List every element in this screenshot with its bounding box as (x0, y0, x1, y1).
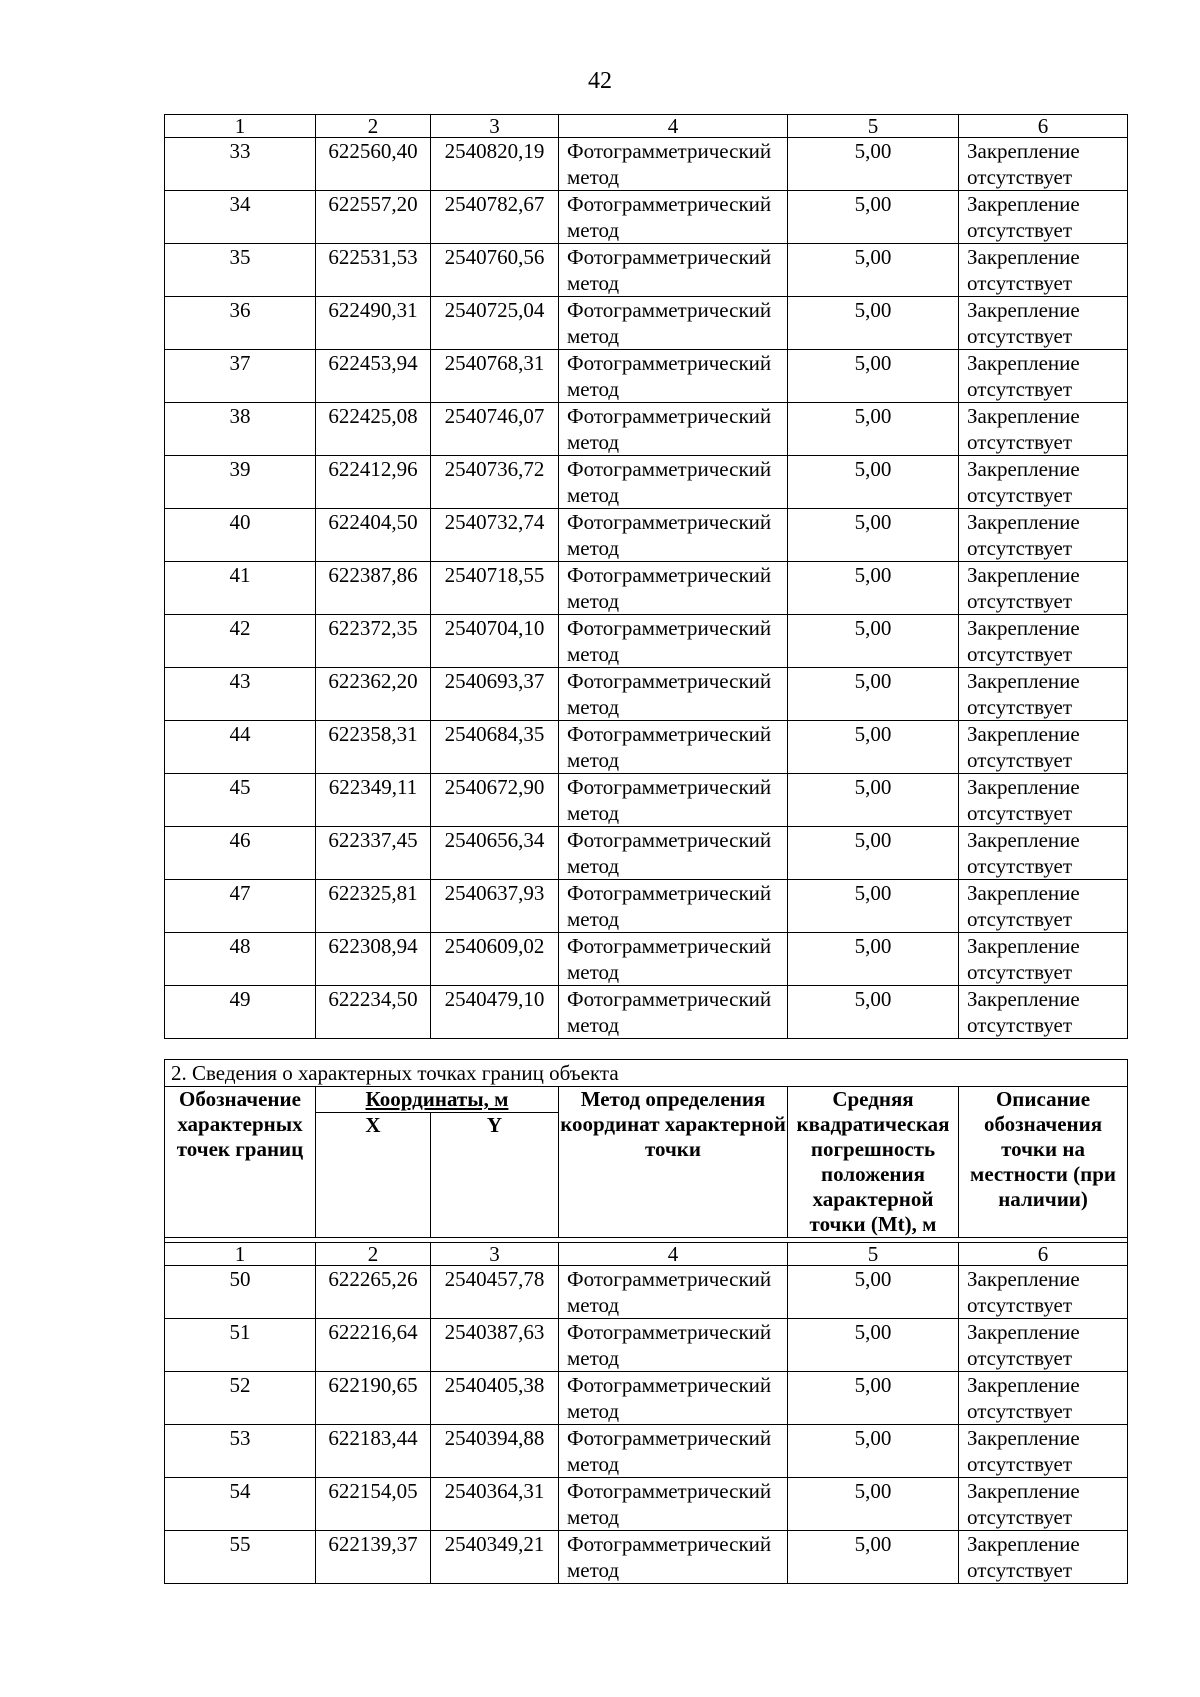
column-number: 1 (165, 115, 316, 138)
coord-x: 622190,65 (316, 1372, 431, 1425)
coord-x: 622387,86 (316, 562, 431, 615)
description-cell: Закрепление отсутствует (959, 615, 1128, 668)
error-cell: 5,00 (788, 1319, 959, 1372)
description-cell: Закрепление отсутствует (959, 721, 1128, 774)
description-cell: Закрепление отсутствует (959, 562, 1128, 615)
table-row (165, 1266, 1128, 1319)
coord-y: 2540637,93 (431, 880, 559, 933)
coordinates-table-continued (164, 114, 1128, 1039)
header-point: Обозначение характерных точек границ (165, 1087, 316, 1238)
error-cell: 5,00 (788, 615, 959, 668)
column-number: 2 (316, 115, 431, 138)
description-cell: Закрепление отсутствует (959, 668, 1128, 721)
error-cell: 5,00 (788, 138, 959, 191)
column-number: 4 (559, 1243, 788, 1266)
coord-x: 622557,20 (316, 191, 431, 244)
method-cell: Фотограмметрический метод (559, 986, 788, 1039)
error-cell: 5,00 (788, 1372, 959, 1425)
error-cell: 5,00 (788, 827, 959, 880)
column-number: 4 (559, 115, 788, 138)
description-cell: Закрепление отсутствует (959, 880, 1128, 933)
coord-x: 622404,50 (316, 509, 431, 562)
error-cell: 5,00 (788, 1478, 959, 1531)
point-number: 51 (165, 1319, 316, 1372)
table-row (165, 191, 1128, 244)
point-number: 44 (165, 721, 316, 774)
description-cell: Закрепление отсутствует (959, 456, 1128, 509)
point-number: 33 (165, 138, 316, 191)
error-cell: 5,00 (788, 350, 959, 403)
method-cell: Фотограмметрический метод (559, 827, 788, 880)
section-title: 2. Сведения о характерных точках границ объекта (165, 1060, 1128, 1087)
method-cell: Фотограмметрический метод (559, 1478, 788, 1531)
description-cell: Закрепление отсутствует (959, 1531, 1128, 1584)
coord-x: 622531,53 (316, 244, 431, 297)
table-row (165, 297, 1128, 350)
error-cell: 5,00 (788, 1531, 959, 1584)
coord-x: 622337,45 (316, 827, 431, 880)
point-number: 42 (165, 615, 316, 668)
coord-y: 2540656,34 (431, 827, 559, 880)
header-coords: Координаты, м (316, 1087, 559, 1113)
point-number: 34 (165, 191, 316, 244)
column-number: 6 (959, 115, 1128, 138)
section-title-row (165, 1060, 1128, 1087)
description-cell: Закрепление отсутствует (959, 1425, 1128, 1478)
point-number: 48 (165, 933, 316, 986)
description-cell: Закрепление отсутствует (959, 244, 1128, 297)
method-cell: Фотограмметрический метод (559, 1531, 788, 1584)
method-cell: Фотограмметрический метод (559, 456, 788, 509)
error-cell: 5,00 (788, 244, 959, 297)
coord-x: 622453,94 (316, 350, 431, 403)
table-row (165, 880, 1128, 933)
method-cell: Фотограмметрический метод (559, 244, 788, 297)
boundary-points-table (164, 1059, 1128, 1584)
column-number: 3 (431, 1243, 559, 1266)
error-cell: 5,00 (788, 403, 959, 456)
header-y: Y (431, 1113, 559, 1238)
error-cell: 5,00 (788, 721, 959, 774)
error-cell: 5,00 (788, 933, 959, 986)
description-cell: Закрепление отсутствует (959, 1319, 1128, 1372)
coord-x: 622154,05 (316, 1478, 431, 1531)
coord-x: 622139,37 (316, 1531, 431, 1584)
coord-y: 2540672,90 (431, 774, 559, 827)
error-cell: 5,00 (788, 1266, 959, 1319)
point-number: 41 (165, 562, 316, 615)
table-row (165, 138, 1128, 191)
coord-y: 2540768,31 (431, 350, 559, 403)
table-row (165, 509, 1128, 562)
point-number: 49 (165, 986, 316, 1039)
error-cell: 5,00 (788, 562, 959, 615)
column-number: 6 (959, 1243, 1128, 1266)
error-cell: 5,00 (788, 297, 959, 350)
error-cell: 5,00 (788, 774, 959, 827)
point-number: 35 (165, 244, 316, 297)
table-row (165, 1372, 1128, 1425)
header-row (165, 1087, 1128, 1113)
column-number: 3 (431, 115, 559, 138)
error-cell: 5,00 (788, 191, 959, 244)
coord-y: 2540718,55 (431, 562, 559, 615)
description-cell: Закрепление отсутствует (959, 297, 1128, 350)
coord-y: 2540387,63 (431, 1319, 559, 1372)
method-cell: Фотограмметрический метод (559, 933, 788, 986)
point-number: 55 (165, 1531, 316, 1584)
coord-y: 2540394,88 (431, 1425, 559, 1478)
error-cell: 5,00 (788, 1425, 959, 1478)
description-cell: Закрепление отсутствует (959, 138, 1128, 191)
column-number: 5 (788, 115, 959, 138)
table-row (165, 615, 1128, 668)
coord-y: 2540693,37 (431, 668, 559, 721)
point-number: 38 (165, 403, 316, 456)
coord-y: 2540349,21 (431, 1531, 559, 1584)
method-cell: Фотограмметрический метод (559, 138, 788, 191)
coord-x: 622362,20 (316, 668, 431, 721)
error-cell: 5,00 (788, 668, 959, 721)
table-row (165, 1319, 1128, 1372)
error-cell: 5,00 (788, 509, 959, 562)
method-cell: Фотограмметрический метод (559, 509, 788, 562)
page-number: 42 (588, 68, 612, 94)
coord-x: 622358,31 (316, 721, 431, 774)
table-row (165, 1531, 1128, 1584)
column-number: 5 (788, 1243, 959, 1266)
point-number: 50 (165, 1266, 316, 1319)
coord-y: 2540782,67 (431, 191, 559, 244)
coord-x: 622425,08 (316, 403, 431, 456)
method-cell: Фотограмметрический метод (559, 1319, 788, 1372)
coord-x: 622490,31 (316, 297, 431, 350)
coord-x: 622308,94 (316, 933, 431, 986)
point-number: 54 (165, 1478, 316, 1531)
method-cell: Фотограмметрический метод (559, 191, 788, 244)
coord-y: 2540820,19 (431, 138, 559, 191)
error-cell: 5,00 (788, 456, 959, 509)
header-error: Средняя квадратическая погрешность положения характерной точки (Mt), м (788, 1087, 959, 1238)
column-number-row (165, 115, 1128, 138)
table-row (165, 403, 1128, 456)
description-cell: Закрепление отсутствует (959, 509, 1128, 562)
error-cell: 5,00 (788, 986, 959, 1039)
table-row (165, 456, 1128, 509)
method-cell: Фотограмметрический метод (559, 403, 788, 456)
table-row (165, 562, 1128, 615)
column-number-row (165, 1243, 1128, 1266)
coord-x: 622216,64 (316, 1319, 431, 1372)
coord-y: 2540479,10 (431, 986, 559, 1039)
description-cell: Закрепление отсутствует (959, 191, 1128, 244)
description-cell: Закрепление отсутствует (959, 350, 1128, 403)
description-cell: Закрепление отсутствует (959, 774, 1128, 827)
header-desc: Описание обозначения точки на местности (при наличии) (959, 1087, 1128, 1238)
method-cell: Фотограмметрический метод (559, 562, 788, 615)
method-cell: Фотограмметрический метод (559, 1372, 788, 1425)
method-cell: Фотограмметрический метод (559, 297, 788, 350)
coord-x: 622349,11 (316, 774, 431, 827)
point-number: 39 (165, 456, 316, 509)
coord-y: 2540732,74 (431, 509, 559, 562)
point-number: 52 (165, 1372, 316, 1425)
table-row (165, 986, 1128, 1039)
error-cell: 5,00 (788, 880, 959, 933)
point-number: 40 (165, 509, 316, 562)
description-cell: Закрепление отсутствует (959, 1372, 1128, 1425)
description-cell: Закрепление отсутствует (959, 986, 1128, 1039)
coord-y: 2540760,56 (431, 244, 559, 297)
point-number: 47 (165, 880, 316, 933)
table-row (165, 827, 1128, 880)
coord-x: 622234,50 (316, 986, 431, 1039)
coord-x: 622325,81 (316, 880, 431, 933)
point-number: 53 (165, 1425, 316, 1478)
coord-x: 622412,96 (316, 456, 431, 509)
coord-y: 2540736,72 (431, 456, 559, 509)
point-number: 45 (165, 774, 316, 827)
coord-y: 2540457,78 (431, 1266, 559, 1319)
table-row (165, 244, 1128, 297)
point-number: 37 (165, 350, 316, 403)
coord-y: 2540704,10 (431, 615, 559, 668)
description-cell: Закрепление отсутствует (959, 403, 1128, 456)
header-x: X (316, 1113, 431, 1238)
coord-y: 2540405,38 (431, 1372, 559, 1425)
table-row (165, 350, 1128, 403)
table-row (165, 774, 1128, 827)
point-number: 46 (165, 827, 316, 880)
description-cell: Закрепление отсутствует (959, 1478, 1128, 1531)
method-cell: Фотограмметрический метод (559, 350, 788, 403)
coord-y: 2540725,04 (431, 297, 559, 350)
method-cell: Фотограмметрический метод (559, 1425, 788, 1478)
coord-y: 2540684,35 (431, 721, 559, 774)
point-number: 43 (165, 668, 316, 721)
coord-y: 2540746,07 (431, 403, 559, 456)
description-cell: Закрепление отсутствует (959, 933, 1128, 986)
method-cell: Фотограмметрический метод (559, 668, 788, 721)
coord-y: 2540609,02 (431, 933, 559, 986)
method-cell: Фотограмметрический метод (559, 1266, 788, 1319)
coord-x: 622265,26 (316, 1266, 431, 1319)
coord-y: 2540364,31 (431, 1478, 559, 1531)
column-number: 1 (165, 1243, 316, 1266)
table-row (165, 1478, 1128, 1531)
method-cell: Фотограмметрический метод (559, 774, 788, 827)
coord-x: 622560,40 (316, 138, 431, 191)
table-row (165, 1425, 1128, 1478)
header-method: Метод определения координат характерной точки (559, 1087, 788, 1238)
method-cell: Фотограмметрический метод (559, 615, 788, 668)
table-row (165, 933, 1128, 986)
point-number: 36 (165, 297, 316, 350)
description-cell: Закрепление отсутствует (959, 1266, 1128, 1319)
column-number: 2 (316, 1243, 431, 1266)
method-cell: Фотограмметрический метод (559, 880, 788, 933)
coord-x: 622372,35 (316, 615, 431, 668)
method-cell: Фотограмметрический метод (559, 721, 788, 774)
table-row (165, 721, 1128, 774)
table-row (165, 668, 1128, 721)
description-cell: Закрепление отсутствует (959, 827, 1128, 880)
coord-x: 622183,44 (316, 1425, 431, 1478)
